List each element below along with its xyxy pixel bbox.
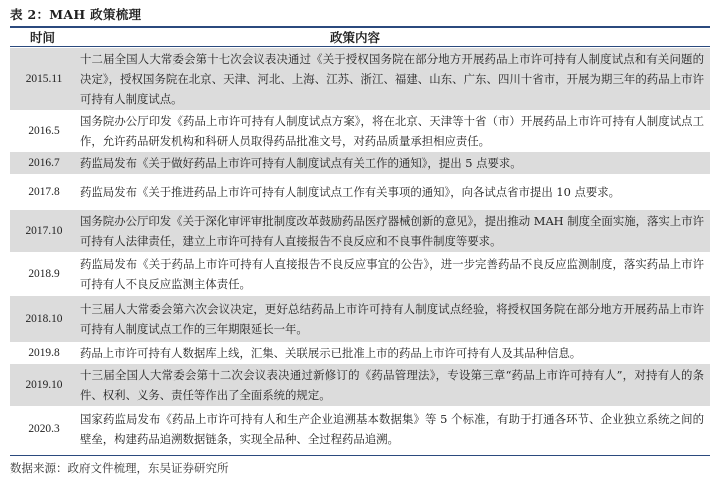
table-row	[10, 342, 710, 364]
row-text: 十二届全国人大常委会第十七次会议表决通过《关于授权国务院在部分地方开展药品上市许可持有人制度试点和有关问题的决定》，授权国务院在北京、天津、河北、上海、江苏、浙江、福建、山东、广东、四川十省市，开展为期三年的药品上市许可持有人制度试点。	[78, 48, 710, 110]
table-row	[10, 252, 710, 296]
table-row	[10, 296, 710, 342]
header-date: 时间	[30, 30, 56, 45]
row-date: 2019.10	[10, 364, 78, 406]
row-date: 2018.9	[28, 268, 60, 280]
row-text: 十三届人大常委会第六次会议决定，更好总结药品上市许可持有人制度试点经验，将授权国务院在部分地方开展药品上市许可持有人制度试点工作的三年期限延长一年。	[78, 296, 710, 342]
table-caption: 表 2：MAH 政策梳理	[10, 7, 142, 22]
header-content: 政策内容	[330, 30, 381, 45]
row-text: 药品上市许可持有人数据库上线，汇集、关联展示已批准上市的药品上市许可持有人及其品种信息。	[80, 346, 582, 360]
table-row	[10, 110, 710, 152]
table-row	[10, 48, 710, 110]
bottom-rule	[10, 455, 710, 456]
row-date: 2016.7	[10, 152, 78, 174]
row-text: 国务院办公厅印发《药品上市许可持有人制度试点方案》，将在北京、天津等十省（市）开展药品上市许可持有人制度试点工作，允许药品研发机构和科研人员取得药品批准文号，对药品质量承担相应责任。	[80, 114, 704, 148]
row-date: 2015.11	[10, 48, 78, 110]
policy-table	[10, 48, 710, 452]
table-row	[10, 406, 710, 452]
row-text: 十三届全国人大常委会第十二次会议表决通过新修订的《药品管理法》，专设第三章“药品上市许可持有人”，对持有人的条件、权利、义务、责任等作出了全面系统的规定。	[78, 364, 710, 406]
data-source-note: 数据来源：政府文件梳理，东吴证券研究所	[10, 461, 229, 475]
table-row	[10, 174, 710, 210]
table-row	[10, 364, 710, 406]
row-text: 药监局发布《关于推进药品上市许可持有人制度试点工作有关事项的通知》，向各试点省市提出 10 点要求。	[80, 185, 621, 199]
row-date: 2019.8	[28, 347, 60, 359]
row-text: 药监局发布《关于做好药品上市许可持有人制度试点有关工作的通知》，提出 5 点要求。	[78, 152, 710, 174]
row-date: 2016.5	[28, 125, 60, 137]
row-text: 国务院办公厅印发《关于深化审评审批制度改革鼓励药品医疗器械创新的意见》，提出推动 MAH 制度全面实施，落实上市许可持有人法律责任，建立上市许可持有人直接报告不良反应和不良事件制度等要求。	[78, 210, 710, 252]
row-text: 国家药监局发布《药品上市许可持有人和生产企业追溯基本数据集》等 5 个标准，有助于打通各环节、企业独立系统之间的壁垒，构建药品追溯数据链条，实现全品种、全过程药品追溯。	[80, 412, 704, 446]
row-date: 2018.10	[10, 296, 78, 342]
row-date: 2017.10	[10, 210, 78, 252]
row-date: 2017.8	[28, 186, 60, 198]
table-row	[10, 152, 710, 174]
header-rule	[10, 46, 710, 47]
row-date: 2020.3	[28, 423, 60, 435]
row-text: 药监局发布《关于药品上市许可持有人直接报告不良反应事宜的公告》，进一步完善药品不良反应监测制度，落实药品上市许可持有人不良反应监测主体责任。	[80, 257, 704, 291]
table-row	[10, 210, 710, 252]
